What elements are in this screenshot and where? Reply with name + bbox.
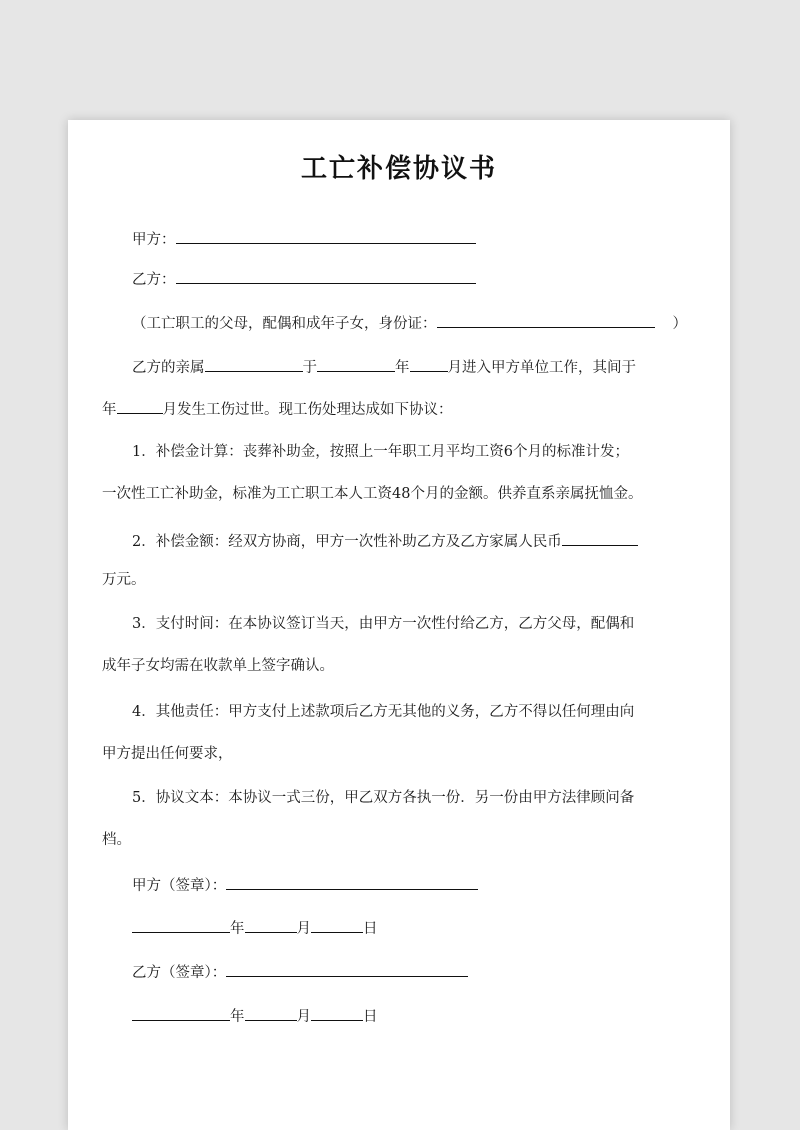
- date-a-day-blank[interactable]: [311, 917, 363, 933]
- date-a-line: [132, 917, 378, 939]
- id-number-blank[interactable]: [437, 312, 655, 328]
- date-b-month-label: 月: [296, 1009, 311, 1025]
- party-a-label: 甲方：: [132, 232, 176, 248]
- date-a-day-label: 日: [363, 921, 378, 937]
- intro-entry-text: 月进入甲方单位工作，其间于: [447, 360, 636, 376]
- intro-on-text: 于: [302, 360, 317, 376]
- clause-1-line-1: 1．补偿金计算：丧葬补助金，按照上一年职工月平均工资6个月的标准计发；: [132, 444, 629, 460]
- clause-4-line-2: 甲方提出任何要求，: [102, 746, 233, 762]
- intro-conclusion-text: 月发生工伤过世。现工伤处理达成如下协议：: [162, 402, 453, 418]
- clause-4-line-1: 4．其他责任：甲方支付上述款项后乙方无其他的义务，乙方不得以任何理由向: [132, 704, 635, 720]
- party-a-blank[interactable]: [176, 228, 476, 244]
- date-a-month-label: 月: [296, 921, 311, 937]
- intro-line-2: [102, 398, 453, 420]
- date-b-day-blank[interactable]: [311, 1005, 363, 1021]
- entry-year-blank[interactable]: [317, 356, 395, 372]
- date-a-year-blank[interactable]: [132, 917, 230, 933]
- compensation-amount-blank[interactable]: [562, 530, 638, 546]
- sign-b-blank[interactable]: [226, 961, 468, 977]
- party-b-blank[interactable]: [176, 268, 476, 284]
- date-a-month-blank[interactable]: [245, 917, 297, 933]
- id-note-line: [132, 312, 687, 334]
- clause-2-text: 2．补偿金额：经双方协商，甲方一次性补助乙方及乙方家属人民币: [132, 534, 562, 550]
- clause-2-line-1: [132, 530, 638, 552]
- death-month-blank[interactable]: [117, 398, 163, 414]
- date-b-year-blank[interactable]: [132, 1005, 230, 1021]
- party-b-label: 乙方：: [132, 272, 176, 288]
- intro-line-1: [132, 356, 636, 378]
- date-a-year-label: 年: [230, 921, 245, 937]
- clause-5-line-2: 档。: [102, 832, 131, 848]
- intro-year-text: 年: [395, 360, 410, 376]
- date-b-day-label: 日: [363, 1009, 378, 1025]
- id-note-open: （工亡职工的父母，配偶和成年子女，身份证：: [132, 316, 437, 332]
- sign-a-label: 甲方（签章）：: [132, 878, 227, 894]
- clause-1-line-2: 一次性工亡补助金，标准为工亡职工本人工资48个月的金额。供养直系亲属抚恤金。: [102, 486, 643, 502]
- sign-a-line: [132, 874, 478, 896]
- document-title: 工亡补偿协议书: [300, 154, 497, 184]
- intro-relative-text: 乙方的亲属: [132, 360, 205, 376]
- clause-5-line-1: 5．协议文本：本协议一式三份，甲乙双方各执一份．另一份由甲方法律顾问备: [132, 790, 635, 806]
- clause-3-line-1: 3．支付时间：在本协议签订当天，由甲方一次性付给乙方，乙方父母，配偶和: [132, 616, 635, 632]
- sign-b-label: 乙方（签章）：: [132, 965, 227, 981]
- entry-month-blank[interactable]: [410, 356, 448, 372]
- party-a-line: [132, 228, 476, 250]
- party-b-line: [132, 268, 476, 290]
- death-year-text: 年: [102, 402, 117, 418]
- relative-name-blank[interactable]: [205, 356, 303, 372]
- date-b-month-blank[interactable]: [245, 1005, 297, 1021]
- sign-b-line: [132, 961, 468, 983]
- id-note-close: ）: [672, 316, 687, 332]
- date-b-year-label: 年: [230, 1009, 245, 1025]
- date-b-line: [132, 1005, 378, 1027]
- clause-2-line-2: 万元。: [102, 572, 146, 588]
- clause-3-line-2: 成年子女均需在收款单上签字确认。: [102, 658, 334, 674]
- document-page: [68, 120, 730, 1130]
- sign-a-blank[interactable]: [226, 874, 478, 890]
